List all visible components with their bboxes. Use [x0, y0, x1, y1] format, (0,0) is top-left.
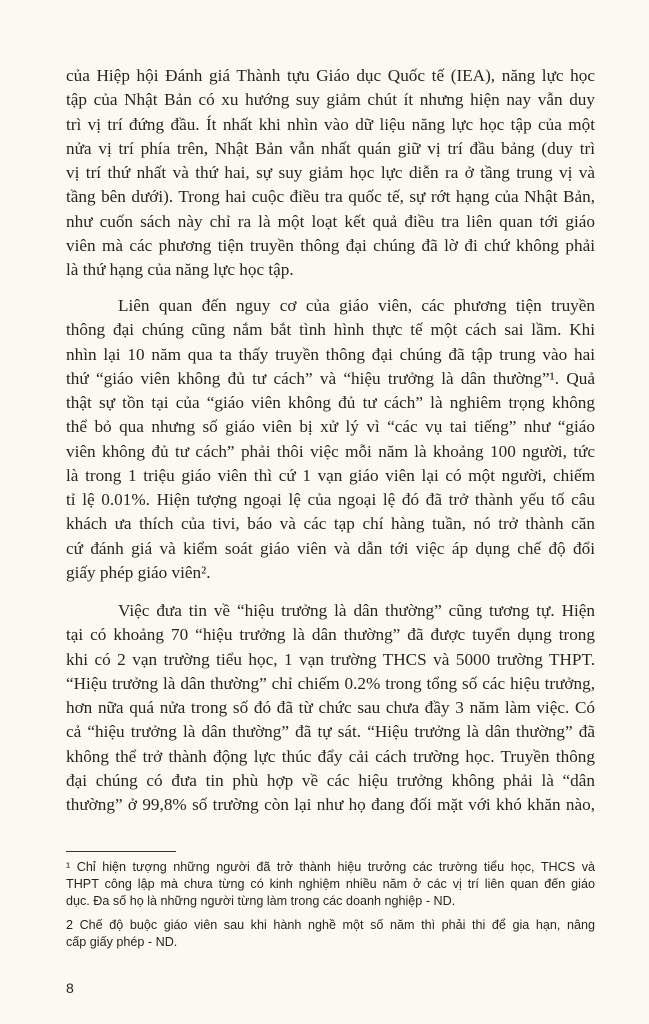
text-line: nhìn lại 10 năm qua ta thấy truyền thông đại chúng đã tập trung vào hai	[66, 344, 595, 364]
text-line: viên không đủ tư cách” phải thôi việc mỗi năm là khoảng 100 người, tức	[66, 441, 595, 461]
text-line: nửa vị trí phía trên, Nhật Bản vẫn nhất quán giữ vị trí đầu bảng (duy trì	[66, 138, 595, 158]
footnote-1	[66, 859, 595, 910]
paragraph-2	[66, 294, 595, 585]
paragraph-3	[66, 599, 595, 817]
text-line: thông đại chúng cũng nắm bắt tình hình thực tế một cách sai lầm. Khi	[66, 320, 595, 340]
footnote-line: THPT công lập mà chưa từng có kinh nghiệm nhiều năm ở các vị trí liên quan đến giáo	[66, 877, 595, 891]
footnote-line: 2 Chế độ buộc giáo viên sau khi hành nghề một số năm thì phải thi để gia hạn, nâng	[66, 918, 595, 932]
text-line: cứ đánh giá và kiểm soát giáo viên và dẫn tới việc áp dụng chế độ đổi	[66, 538, 595, 558]
text-line: là thứ hạng của năng lực học tập.	[66, 260, 294, 279]
text-line: giấy phép giáo viên².	[66, 562, 211, 582]
text-line: khi có 2 vạn trường tiểu học, 1 vạn trường THCS và 5000 trường THPT.	[66, 649, 595, 669]
text-line: tỉ lệ 0.01%. Hiện tượng ngoại lệ của ngoại lệ đó đã trở thành yếu tố câu	[66, 490, 595, 509]
text-line: tập của Nhật Bản có xu hướng suy giảm chút ít nhưng hiện nay vẫn duy	[66, 90, 595, 110]
footnote-2	[66, 917, 595, 951]
paragraph-1	[66, 64, 595, 282]
text-line: tại có khoảng 70 “hiệu trưởng là dân thường” đã được tuyển dụng trong	[66, 625, 595, 645]
text-line: thứ “giáo viên không đủ tư cách” và “hiệu trưởng là dân thường”¹. Quả	[66, 368, 595, 388]
footnote-divider	[66, 851, 176, 852]
text-line: thể bỏ qua nhưng số giáo viên bị xử lý vì “các vụ tai tiếng” như “giáo	[66, 417, 595, 437]
footnote-line: ¹ Chỉ hiện tượng những người đã trở thành hiệu trưởng các trường tiểu học, THCS và	[66, 860, 595, 874]
footnote-line: dục. Đa số họ là những người từng làm trong các doanh nghiệp - ND.	[66, 894, 456, 908]
page-number: 8	[66, 980, 74, 996]
text-line: của Hiệp hội Đánh giá Thành tựu Giáo dục Quốc tế (IEA), năng lực học	[66, 66, 595, 85]
text-line: không thể trở thành động lực thúc đẩy cải cách trường học. Truyền thông	[66, 746, 595, 766]
text-line: đại chúng có đưa tin phù hợp về các hiệu trưởng không phải là “dân	[66, 770, 595, 790]
text-line: là trong 1 triệu giáo viên thì cứ 1 vạn giáo viên lại có một người, chiếm	[66, 465, 595, 485]
text-line: viên mà các phương tiện truyền thông đại chúng đã lờ đi chứ không phải	[66, 235, 595, 255]
text-line: Liên quan đến nguy cơ của giáo viên, các phương tiện truyền	[118, 296, 595, 315]
footnotes	[66, 859, 595, 951]
text-line: vị trí thứ nhất và thứ hai, sự suy giảm học lực diễn ra ở tầng trung vị và	[66, 163, 595, 182]
text-line: cả “hiệu trưởng là dân thường” đã tự sát. “Hiệu trưởng là dân thường” đã	[66, 722, 595, 742]
text-line: thường” ở 99,8% số trường còn lại như họ đang đối mặt với khó khăn nào,	[66, 795, 595, 814]
text-line: như cuốn sách này chỉ ra là một loạt kết quả điều tra liên quan tới giáo	[66, 211, 595, 231]
text-line: Việc đưa tin về “hiệu trưởng là dân thường” cũng tương tự. Hiện	[118, 601, 595, 620]
text-line: tầng bên dưới). Trong hai cuộc điều tra quốc tế, sự rớt hạng của Nhật Bản,	[66, 187, 595, 207]
text-line: khách ưa thích của tivi, báo và các tạp chí hàng tuần, nó trở thành căn	[66, 514, 595, 534]
text-line: thật sự tồn tại của “giáo viên không đủ tư cách” là nghiêm trọng không	[66, 393, 595, 412]
footnote-line: cấp giấy phép - ND.	[66, 935, 178, 949]
text-line: trì vị trí đứng đầu. Ít nhất khi nhìn vào dữ liệu năng lực học tập của một	[66, 114, 595, 134]
text-line: hơn nữa quá nửa trong số đó đã từ chức sau chưa đầy 3 năm làm việc. Có	[66, 698, 595, 717]
text-line: “Hiệu trưởng là dân thường” chỉ chiếm 0.2% trong tổng số các hiệu trưởng,	[66, 673, 595, 693]
